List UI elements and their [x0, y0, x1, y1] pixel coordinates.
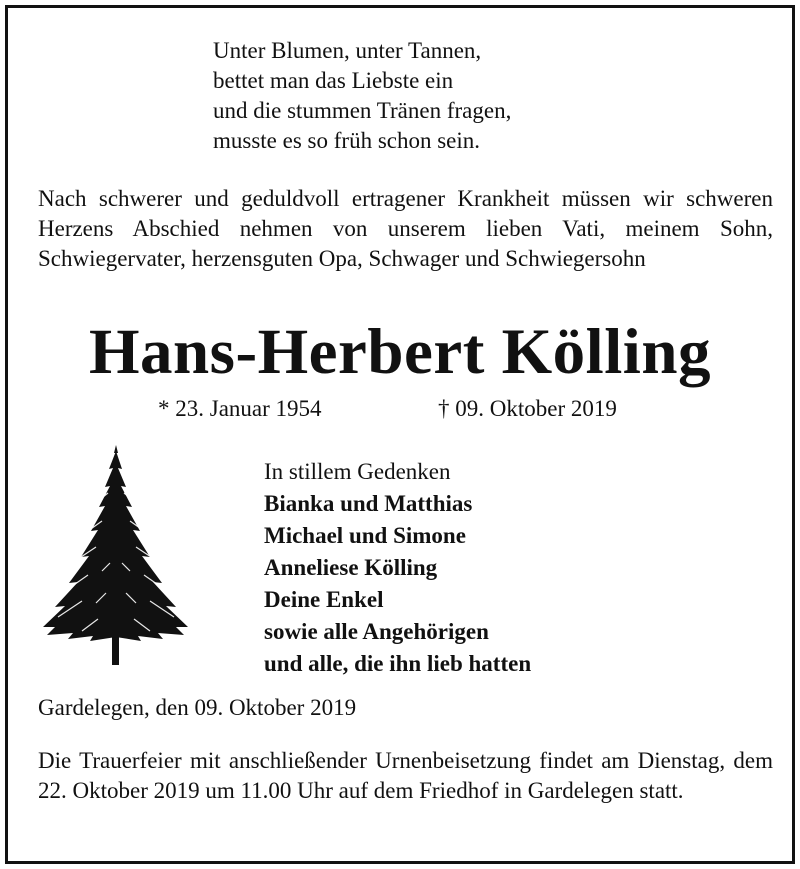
poem	[213, 36, 511, 156]
fir-tree-icon	[38, 443, 193, 668]
mourner-name: und alle, die ihn lieb hatten	[264, 651, 532, 676]
death-date: † 09. Oktober 2019	[438, 396, 617, 421]
intro-text: Nach schwerer und geduldvoll ertragener Krankheit müssen wir schweren Herzens Abschied nehmen von unserem lieben Vati, meinem Sohn, Schwiegervater, herzensguten Opa, Schwager und Schwiegersohn	[38, 186, 773, 271]
birth-date: * 23. Januar 1954	[158, 396, 322, 421]
deceased-name: Hans-Herbert Kölling	[88, 316, 712, 388]
poem-line: bettet man das Liebste ein	[213, 68, 454, 93]
mourner-name: Anneliese Kölling	[264, 555, 438, 580]
obituary-notice	[5, 5, 795, 864]
poem-line: und die stummen Tränen fragen,	[213, 98, 512, 123]
mourner-name: sowie alle Angehörigen	[264, 619, 489, 644]
poem-line: Unter Blumen, unter Tannen,	[213, 38, 482, 63]
funeral-info: Die Trauerfeier mit anschließender Urnenbeisetzung findet am Dienstag, dem 22. Oktober 2019 um 11.00 Uhr auf dem Friedhof in Gardelegen statt.	[38, 748, 773, 803]
mourners-intro: In stillem Gedenken	[264, 459, 451, 484]
mourner-name: Deine Enkel	[264, 587, 384, 612]
mourner-name: Michael und Simone	[264, 523, 466, 548]
mourners	[264, 456, 531, 680]
mourner-name: Bianka und Matthias	[264, 491, 473, 516]
place-and-date: Gardelegen, den 09. Oktober 2019	[38, 695, 357, 720]
poem-line: musste es so früh schon sein.	[213, 128, 481, 153]
